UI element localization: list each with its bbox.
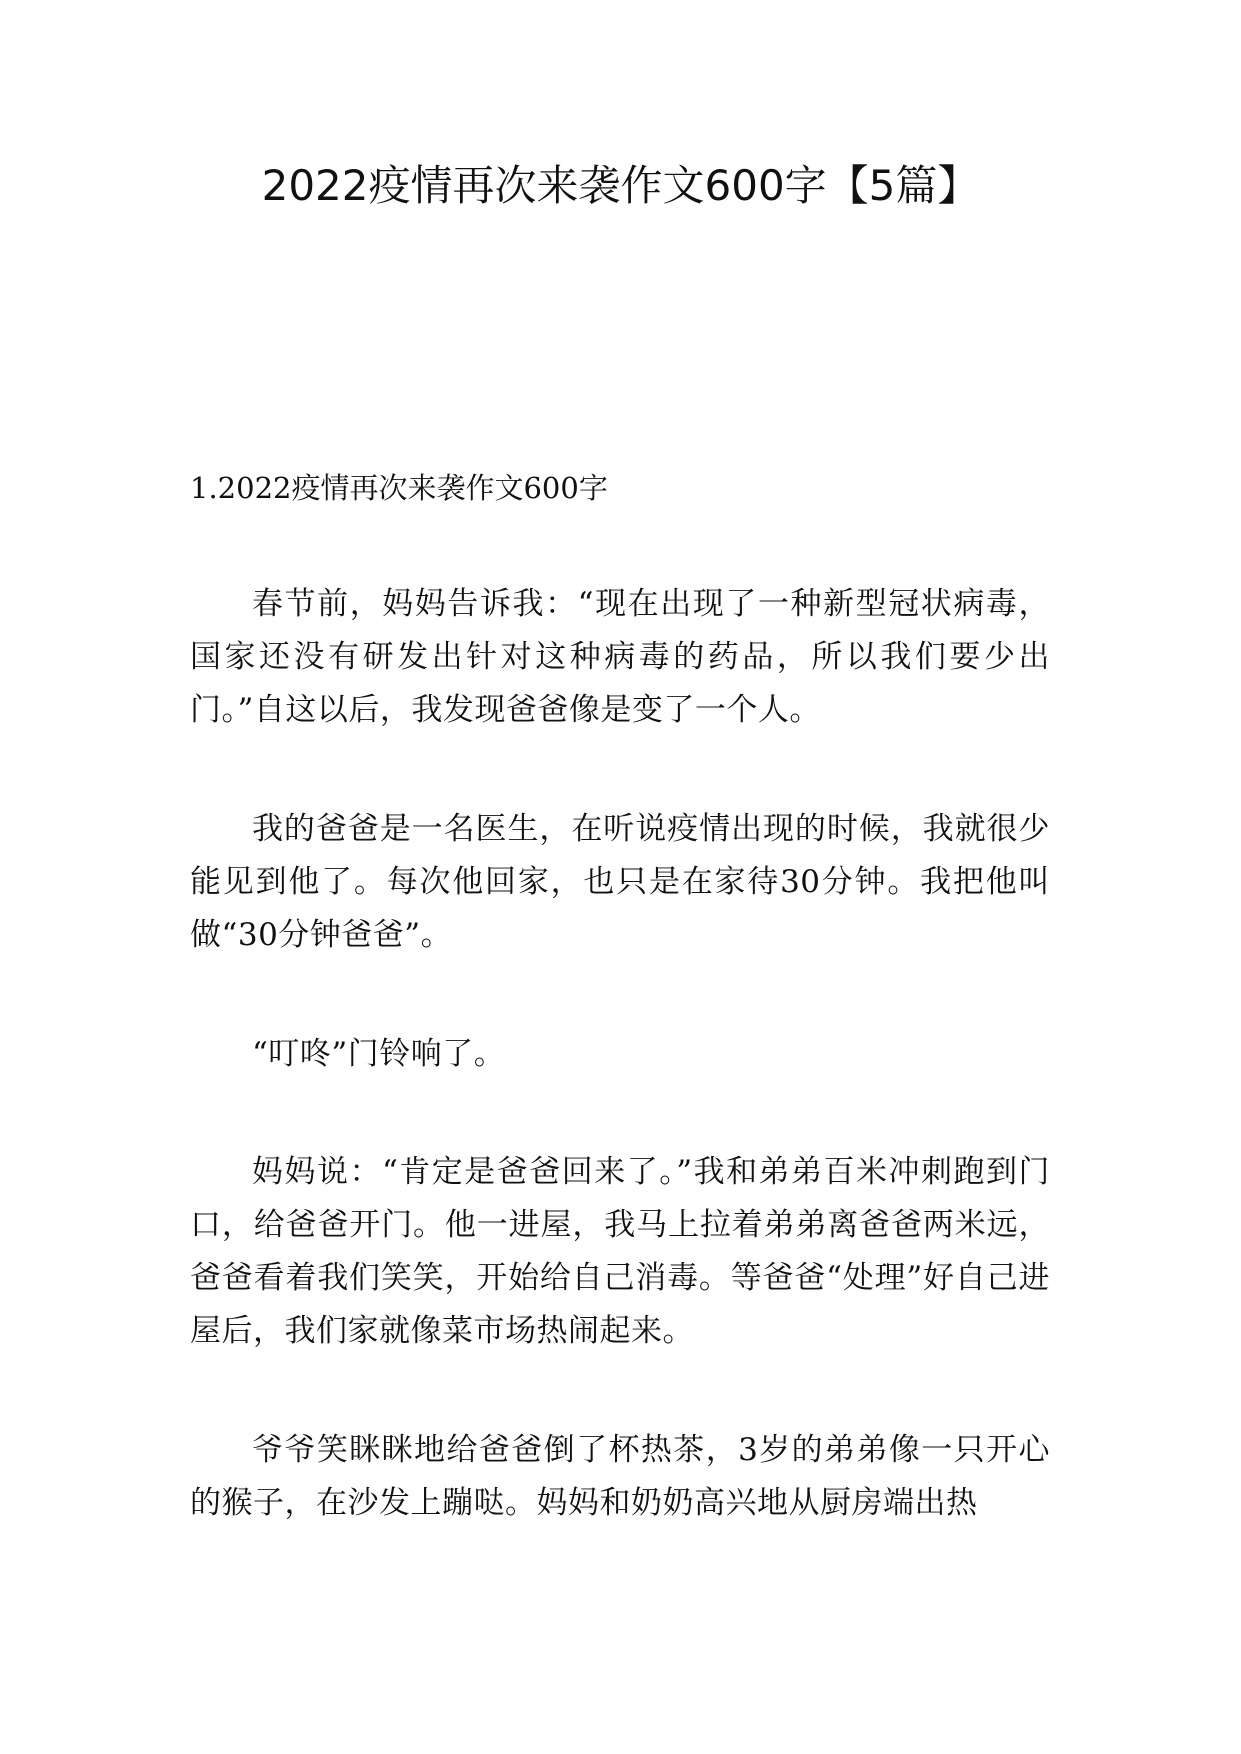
paragraph-5: 爷爷笑眯眯地给爸爸倒了杯热茶，3岁的弟弟像一只开心的猴子，在沙发上蹦哒。妈妈和奶奶高兴地从厨房端出热 — [190, 1432, 1050, 1521]
section-heading: 1.2022疫情再次来袭作文600字 — [190, 471, 608, 505]
paragraph-4: 妈妈说：“肯定是爸爸回来了。”我和弟弟百米冲刺跑到门口，给爸爸开门。他一进屋，我马上拉着弟弟离爸爸两米远，爸爸看着我们笑笑，开始给自己消毒。等爸爸“处理”好自己进屋后，我们家就像菜市场热闹起来。 — [190, 1154, 1050, 1349]
paragraph-1: 春节前，妈妈告诉我：“现在出现了一种新型冠状病毒，国家还没有研发出针对这种病毒的药品，所以我们要少出门。”自这以后，我发现爸爸像是变了一个人。 — [190, 586, 1050, 728]
paragraph-3: “叮咚”门铃响了。 — [252, 1036, 506, 1072]
paragraph-2: 我的爸爸是一名医生，在听说疫情出现的时候，我就很少能见到他了。每次他回家，也只是在家待30分钟。我把他叫做“30分钟爸爸”。 — [190, 811, 1050, 953]
document-title: 2022疫情再次来袭作文600字【5篇】 — [261, 161, 980, 210]
